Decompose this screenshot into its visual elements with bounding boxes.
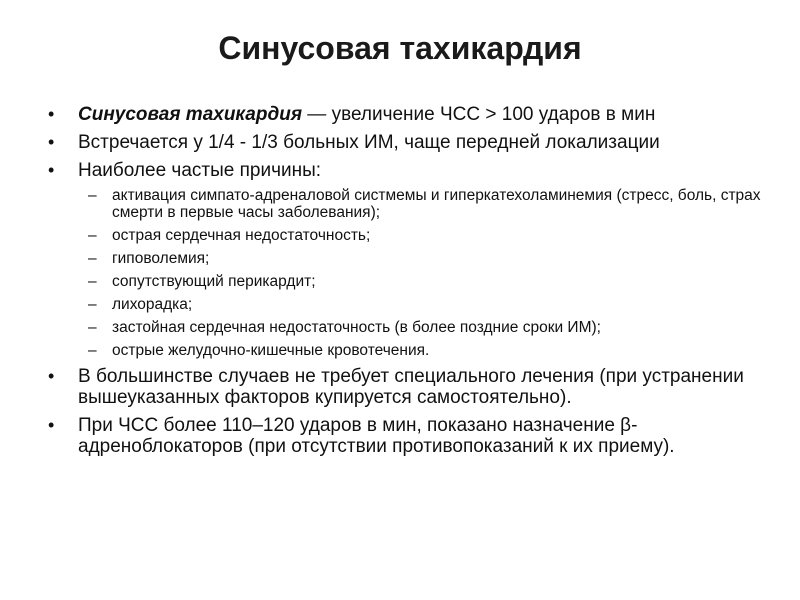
bullet-dot-icon: • xyxy=(48,132,55,152)
bullet-dot-icon: • xyxy=(48,366,55,386)
cause-text: сопутствующий перикардит; xyxy=(112,273,316,290)
dash-icon: – xyxy=(88,342,97,359)
dash-icon: – xyxy=(88,227,97,244)
cause-text: острая сердечная недостаточность; xyxy=(112,227,371,244)
bullet-dot-icon: • xyxy=(48,415,55,435)
causes-list xyxy=(78,187,768,359)
dash-icon: – xyxy=(88,273,97,290)
dash-icon: – xyxy=(88,296,97,313)
cause-text: лихорадка; xyxy=(112,296,193,313)
cause-item xyxy=(78,296,768,313)
dash-icon: – xyxy=(88,187,97,204)
cause-item xyxy=(78,227,768,244)
cause-item xyxy=(78,250,768,267)
definition-term: Синусовая тахикардия xyxy=(78,104,303,125)
cause-text: острые желудочно-кишечные кровотечения. xyxy=(112,342,430,359)
bullet-incidence xyxy=(48,132,768,153)
dash-icon: – xyxy=(88,319,97,336)
cause-text: активация симпато-адреналовой систмемы и гиперкатехоламинемия (стресс, боль, страх смерти в первые часы заболевания); xyxy=(112,187,761,221)
bullet-treatment-text: В большинстве случаев не требует специального лечения (при устранении вышеуказанных факторов купируется самостоятельно). xyxy=(78,366,744,408)
bullet-treatment xyxy=(48,366,768,408)
cause-text: застойная сердечная недостаточность (в более поздние сроки ИМ); xyxy=(112,319,601,336)
bullet-list xyxy=(48,104,768,464)
cause-item xyxy=(78,319,768,336)
bullet-dot-icon: • xyxy=(48,160,55,180)
bullet-incidence-text: Встречается у 1/4 - 1/3 больных ИМ, чаще передней локализации xyxy=(78,132,660,153)
cause-item xyxy=(78,187,768,221)
bullet-dot-icon: • xyxy=(48,104,55,124)
definition-body: — увеличение ЧСС > 100 ударов в мин xyxy=(302,104,656,125)
bullet-beta-blockers-text: При ЧСС более 110–120 ударов в мин, показано назначение β-адреноблокаторов (при отсутствии противопоказаний к их приему). xyxy=(78,415,675,457)
bullet-causes xyxy=(48,160,768,359)
bullet-definition xyxy=(48,104,768,125)
dash-icon: – xyxy=(88,250,97,267)
bullet-beta-blockers xyxy=(48,415,768,457)
cause-item xyxy=(78,273,768,290)
cause-text: гиповолемия; xyxy=(112,250,210,267)
cause-item xyxy=(78,342,768,359)
bullet-causes-text: Наиболее частые причины: xyxy=(78,160,322,181)
slide-title: Синусовая тахикардия xyxy=(218,30,582,66)
bullet-definition-text xyxy=(78,104,718,125)
